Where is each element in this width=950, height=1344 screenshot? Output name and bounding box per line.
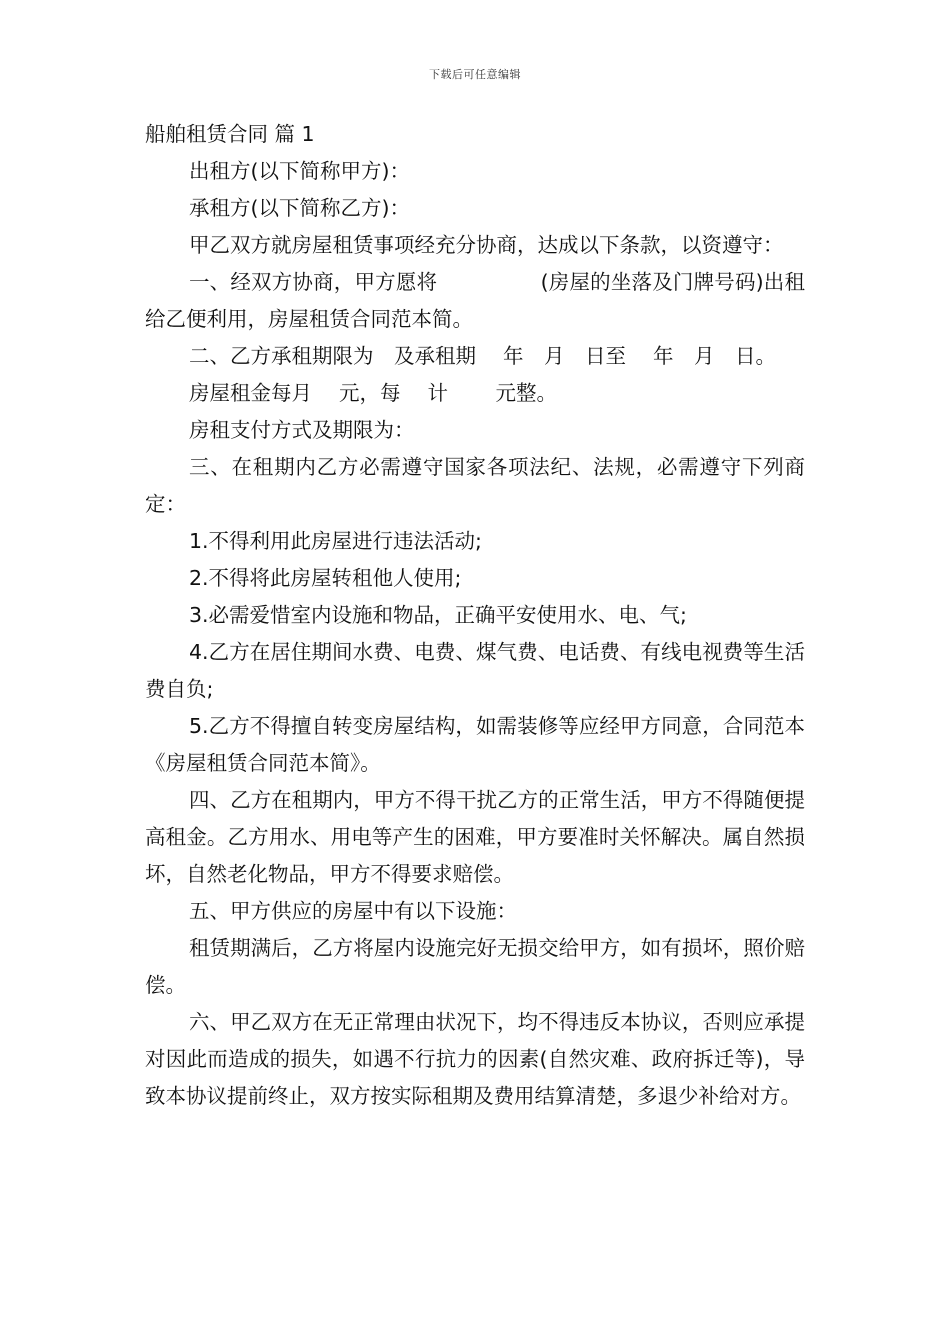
paragraph-payment: 房租支付方式及期限为：: [189, 418, 415, 442]
list-item-5: 5.乙方不得擅自转变房屋结构，如需装修等应经甲方同意，合同范本《房屋租赁合同范本简》。: [145, 714, 805, 775]
paragraph-clause-3: 三、在租期内乙方必需遵守国家各项法纪、法规，必需遵守下列商定：: [145, 455, 805, 516]
list-item-3: 3.必需爱惜室内设施和物品，正确平安使用水、电、气;: [189, 603, 687, 627]
paragraph-rent: 房屋租金每月 元，每 计 元整。: [189, 381, 558, 405]
page-header-note: 下载后可任意编辑: [429, 68, 521, 81]
paragraph-clause-1: 一、经双方协商，甲方愿将 (房屋的坐落及门牌号码)出租给乙便利用，房屋租赁合同范本简。: [145, 270, 805, 331]
paragraph-lessee: 承租方(以下简称乙方)：: [189, 196, 410, 220]
paragraph-clause-5: 五、甲方供应的房屋中有以下设施：: [189, 899, 517, 923]
list-item-2: 2.不得将此房屋转租他人使用;: [189, 566, 462, 590]
list-item-4: 4.乙方在居住期间水费、电费、煤气费、电话费、有线电视费等生活费自负;: [145, 640, 805, 701]
document-title: 船舶租赁合同 篇 1: [145, 122, 315, 146]
paragraph-clause-2: 二、乙方承租期限为 及承租期 年 月 日至 年 月 日。: [189, 344, 777, 368]
paragraph-clause-4: 四、乙方在租期内，甲方不得干扰乙方的正常生活，甲方不得随便提高租金。乙方用水、用电等产生的困难，甲方要准时关怀解决。属自然损坏，自然老化物品，甲方不得要求赔偿。: [145, 788, 805, 886]
paragraph-clause-6: 六、甲乙双方在无正常理由状况下，均不得违反本协议，否则应承提对因此而造成的损失，如遇不行抗力的因素(自然灾难、政府拆迁等)，导致本协议提前终止，双方按实际租期及费用结算清楚，多退少补给对方。: [145, 1010, 805, 1108]
paragraph-lessor: 出租方(以下简称甲方)：: [189, 159, 410, 183]
paragraph-preamble: 甲乙双方就房屋租赁事项经充分协商，达成以下条款，以资遵守：: [189, 233, 784, 257]
paragraph-return: 租赁期满后，乙方将屋内设施完好无损交给甲方，如有损坏，照价赔偿。: [145, 936, 805, 997]
document-body: [145, 116, 805, 1115]
list-item-1: 1.不得利用此房屋进行违法活动;: [189, 529, 482, 553]
